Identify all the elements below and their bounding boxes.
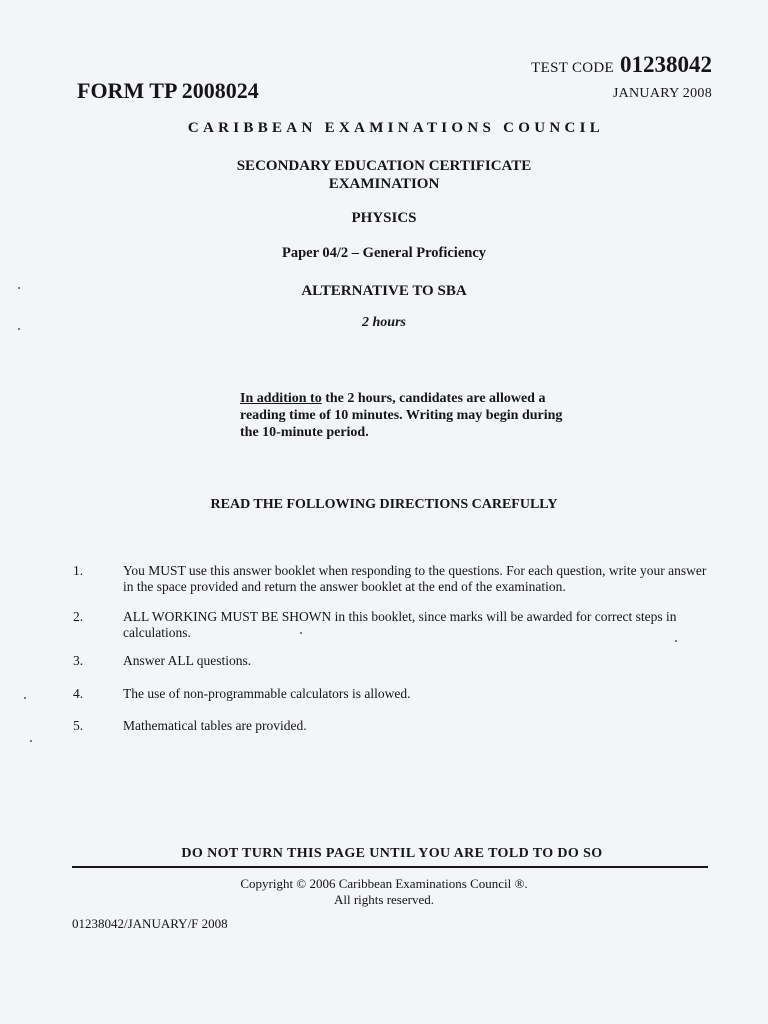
direction-item [73,686,713,702]
direction-number: 4. [73,686,84,701]
direction-item [73,609,713,641]
direction-text: Answer ALL questions. [123,653,252,668]
direction-text: You MUST use this answer booklet when responding to the questions. For each question, write your answer in the space provided and return the answer booklet at the end of the examination. [123,563,707,594]
paper-title: Paper 04/2 – General Proficiency [281,245,487,261]
direction-number: 1. [73,563,84,578]
copyright-notice [0,876,768,908]
copyright-line2: All rights reserved. [333,892,434,907]
reading-time-underlined: In addition to [240,391,322,406]
direction-text: The use of non-programmable calculators is allowed. [123,686,411,701]
scan-speck [18,328,20,330]
exam-date: JANUARY 2008 [612,86,712,101]
direction-number: 5. [73,718,84,733]
duration: 2 hours [362,315,406,330]
reading-time-text: the 2 hours, candidates are allowed a reading time of 10 minutes. Writing may begin during the 10-minute period. [240,391,563,440]
scan-speck [24,697,26,699]
test-code-label: TEST CODE [531,60,614,76]
copyright-line1: Copyright © 2006 Caribbean Examinations Council ®. [240,876,528,891]
scan-speck [300,632,302,634]
direction-item [73,718,713,734]
form-code: FORM TP 2008024 [77,78,259,103]
certificate-title-line2: EXAMINATION [328,176,440,192]
direction-text: ALL WORKING MUST BE SHOWN in this booklet, since marks will be awarded for correct steps in calculations. [123,609,677,640]
certificate-title [0,157,768,193]
subject-title: PHYSICS [351,210,417,226]
document-code: 01238042/JANUARY/F 2008 [72,916,228,931]
alternative-title: ALTERNATIVE TO SBA [301,283,467,299]
directions-heading: READ THE FOLLOWING DIRECTIONS CAREFULLY [210,497,558,512]
direction-number: 2. [73,609,84,624]
directions-list [73,563,713,734]
direction-text: Mathematical tables are provided. [123,718,307,733]
council-name: CARIBBEAN EXAMINATIONS COUNCIL [187,120,605,136]
scan-speck [18,287,20,289]
certificate-title-line1: SECONDARY EDUCATION CERTIFICATE [236,158,532,174]
scan-speck [30,740,32,742]
footer-divider [72,866,708,868]
direction-number: 3. [73,653,84,668]
reading-time-note [240,390,580,441]
test-code-number: 01238042 [620,52,712,77]
test-code-block [531,52,712,78]
direction-item [73,563,713,595]
direction-item [73,653,713,669]
scan-speck [675,640,677,642]
do-not-turn-warning: DO NOT TURN THIS PAGE UNTIL YOU ARE TOLD TO DO SO [181,846,603,861]
